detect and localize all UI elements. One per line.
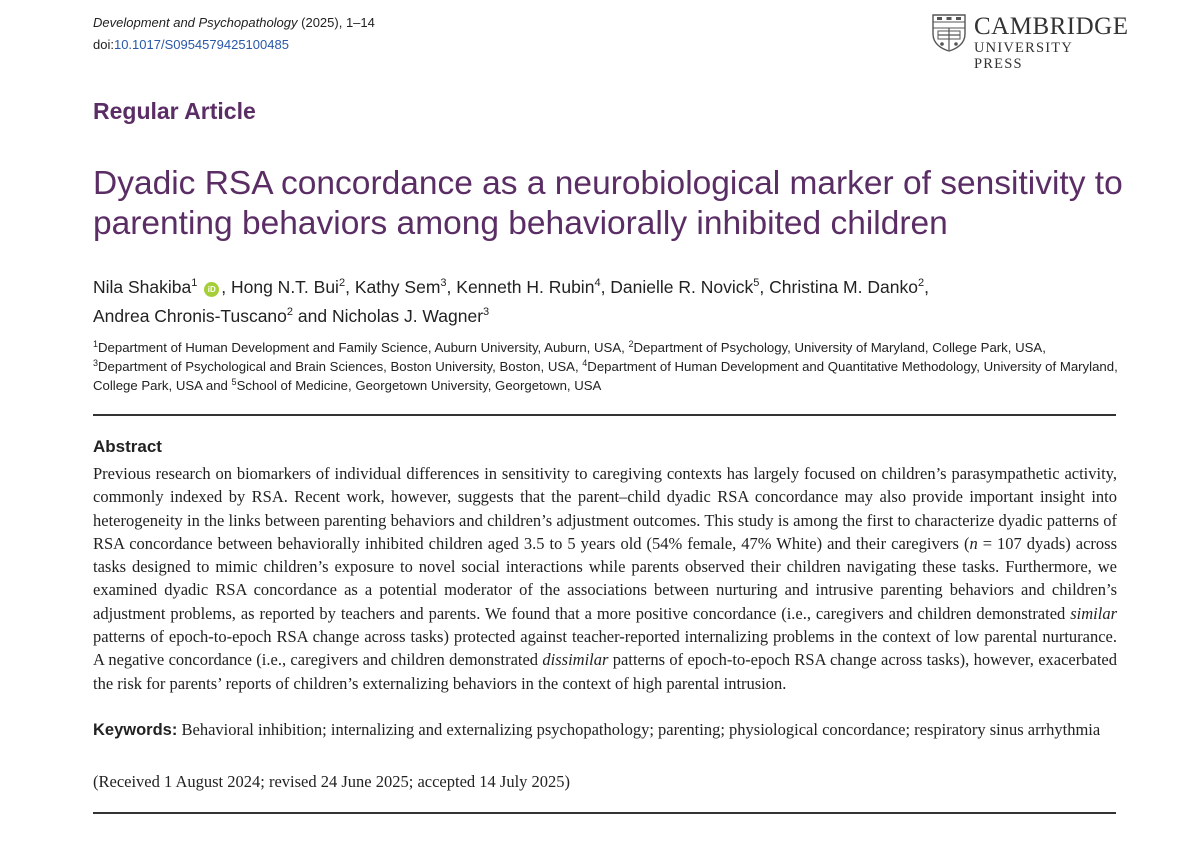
abstract-body (93, 462, 1117, 695)
doi-prefix: doi: (93, 37, 114, 52)
cambridge-shield-icon (932, 14, 966, 52)
author-name: Danielle R. Novick (610, 277, 754, 297)
author-affiliation-number: 3 (483, 306, 490, 318)
journal-name: Development and Psychopathology (93, 15, 298, 30)
author-name: Hong N.T. Bui (230, 277, 339, 297)
author-affiliation-number: 2 (286, 306, 294, 318)
abstract-emphasis-similar: similar (1070, 603, 1117, 623)
keywords (93, 718, 1117, 742)
top-divider (93, 414, 1116, 416)
abstract-heading: Abstract (93, 437, 162, 456)
abstract-text-1: Previous research on biomarkers of individual differences in sensitivity to caregiving contexts has largely focused on children’s parasympathetic activity, commonly indexed by RSA. Recent work, however, suggests that the parent–child dyadic RSA concordance may also provide important insight into heterogeneity in the links between parenting behaviors and children’s adjustment outcomes. This study is among the first to characterize dyadic patterns of RSA concordance between behaviorally inhibited children aged 3.5 to 5 years old (54% female, 47% White) and their caregivers ( (93, 464, 1117, 553)
keywords-text: Behavioral inhibition; internalizing and externalizing psychopathology; parenting; physiological concordance; respiratory sinus arrhythmia (177, 720, 1101, 739)
publisher-logo (932, 13, 1129, 72)
journal-citation (93, 14, 375, 32)
affiliation-number: 4 (582, 358, 588, 368)
abstract-n-symbol: n (969, 533, 978, 553)
author-affiliation-number: 4 (594, 277, 601, 289)
abstract-text-4: patterns of epoch-to-epoch RSA change across tasks), however, exacerbated the risk for parents’ reports of children’s externalizing behaviors in the context of high parental intrusion. (93, 650, 1117, 693)
logo-wordmark: CAMBRIDGE (974, 13, 1129, 40)
article-title: Dyadic RSA concordance as a neurobiological marker of sensitivity to parenting behaviors among behaviorally inhibited children (93, 165, 1123, 242)
affiliation-number: 1 (93, 339, 99, 349)
affiliation-text: Department of Psychological and Brain Sciences, Boston University, Boston, USA, (98, 359, 583, 374)
author-name: Kenneth H. Rubin (456, 277, 595, 297)
logo-subtitle: UNIVERSITY PRESS (974, 40, 1073, 72)
keywords-label: Keywords: (93, 721, 178, 739)
author-name: Andrea Chronis-Tuscano (93, 306, 287, 326)
bottom-divider (93, 812, 1116, 814)
author-affiliation-number: 5 (753, 277, 760, 289)
affiliation-text: Department of Psychology, University of Maryland, College Park, USA, (633, 340, 1046, 355)
doi-line (93, 36, 289, 54)
affiliation-number: 3 (93, 358, 99, 368)
affiliation-text: Department of Human Development and Family Science, Auburn University, Auburn, USA, (98, 340, 629, 355)
affiliations (93, 338, 1123, 395)
author-list: Nila Shakiba$^1$ iD , Hong N.T. Bui$^2$, Kathy Sem$^3$, Kenneth H. Rubin$^4$, Danielle R. Novick$^5$, Christina M. Danko$^2$, Andrea Chronis-Tuscano$^2$ and Nicholas J. Wagner$^3$ (93, 277, 929, 326)
affiliation-text: Department of Human Development and Quantitative Methodology, University of Maryland, College Park, USA and (93, 359, 1118, 393)
journal-details: (2025), 1–14 (297, 15, 375, 30)
author-affiliation-number: 2 (917, 277, 925, 289)
author-affiliation-number: 1 (191, 277, 198, 289)
author-affiliation-number: 2 (338, 277, 346, 289)
affiliation-number: 5 (231, 377, 237, 387)
author-affiliation-number: 3 (440, 277, 447, 289)
received-dates: (Received 1 August 2024; revised 24 June 2025; accepted 14 July 2025) (93, 772, 571, 791)
affiliation-text: School of Medicine, Georgetown University, Georgetown, USA (236, 378, 602, 393)
affiliation-number: 2 (628, 339, 634, 349)
doi-link[interactable]: 10.1017/S0954579425100485 (113, 37, 289, 52)
abstract-text-3: patterns of epoch-to-epoch RSA change across tasks) protected against teacher-reported internalizing problems in the context of low parental nurturance. A negative concordance (i.e., caregivers and children demonstrated (93, 627, 1117, 670)
author-name: Kathy Sem (354, 277, 441, 297)
article-type: Regular Article (93, 98, 256, 124)
abstract-emphasis-dissimilar: dissimilar (542, 650, 609, 670)
orcid-icon[interactable]: iD (204, 282, 219, 297)
author-name: Nila Shakiba (93, 277, 192, 297)
author-name: Christina M. Danko (769, 277, 918, 297)
author-name: Nicholas J. Wagner (331, 306, 484, 326)
abstract-text-2: = 107 dyads) across tasks designed to mimic children’s exposure to novel social interactions while parents observed their children navigating these tasks. Furthermore, we examined dyadic RSA concordance as a potential moderator of the associations between nurturing and intrusive parenting behaviors and children’s adjustment problems, as reported by teachers and parents. We found that a more positive concordance (i.e., caregivers and children demonstrated (93, 533, 1118, 623)
